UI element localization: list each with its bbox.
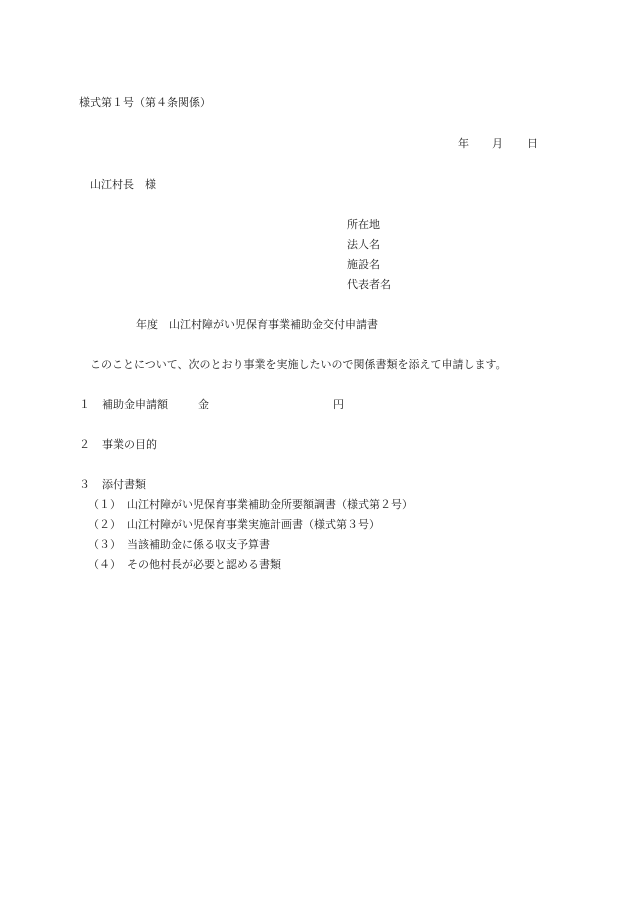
item-3-label: 添付書類 [102, 478, 146, 491]
item-1-unit: 円 [333, 398, 344, 411]
attachment-number: （３） [88, 538, 121, 551]
date-month-label: 月 [492, 137, 503, 150]
item-2 [79, 438, 157, 452]
applicant-facility-label: 施設名 [347, 258, 380, 271]
attachment-text: 山江村障がい児保育事業補助金所要額調書（様式第２号） [127, 498, 413, 511]
title-text: 山江村障がい児保育事業補助金交付申請書 [169, 318, 378, 331]
body-text: このことについて、次のとおり事業を実施したいので関係書類を添えて申請します。 [90, 358, 507, 371]
item-1-prefix: 金 [198, 398, 209, 411]
attachment-text: 山江村障がい児保育事業実施計画書（様式第３号） [127, 518, 380, 531]
item-1-number: １ [79, 398, 90, 411]
item-3-number: ３ [79, 478, 90, 491]
applicant-address-label: 所在地 [347, 218, 380, 231]
date-day-label: 日 [527, 137, 538, 150]
item-3 [79, 478, 146, 492]
title-year: 年度 [136, 318, 158, 331]
item-2-label: 事業の目的 [102, 438, 157, 451]
document-title [136, 318, 378, 332]
attachment-number: （４） [88, 558, 121, 571]
item-1 [79, 398, 344, 412]
date-line [458, 137, 538, 151]
attachment-item [88, 538, 270, 552]
form-number: 様式第１号（第４条関係） [79, 96, 211, 109]
attachment-number: （２） [88, 518, 121, 531]
attachment-item [88, 498, 413, 512]
attachment-item [88, 558, 281, 572]
attachment-item [88, 518, 380, 532]
applicant-representative-label: 代表者名 [347, 278, 391, 291]
attachment-number: （１） [88, 498, 121, 511]
item-2-number: ２ [79, 438, 90, 451]
attachment-text: その他村長が必要と認める書類 [127, 558, 281, 571]
item-1-label: 補助金申請額 [102, 398, 168, 411]
date-year-label: 年 [458, 137, 469, 150]
applicant-corp-label: 法人名 [347, 238, 380, 251]
addressee: 山江村長 様 [90, 178, 156, 191]
attachment-text: 当該補助金に係る収支予算書 [127, 538, 270, 551]
